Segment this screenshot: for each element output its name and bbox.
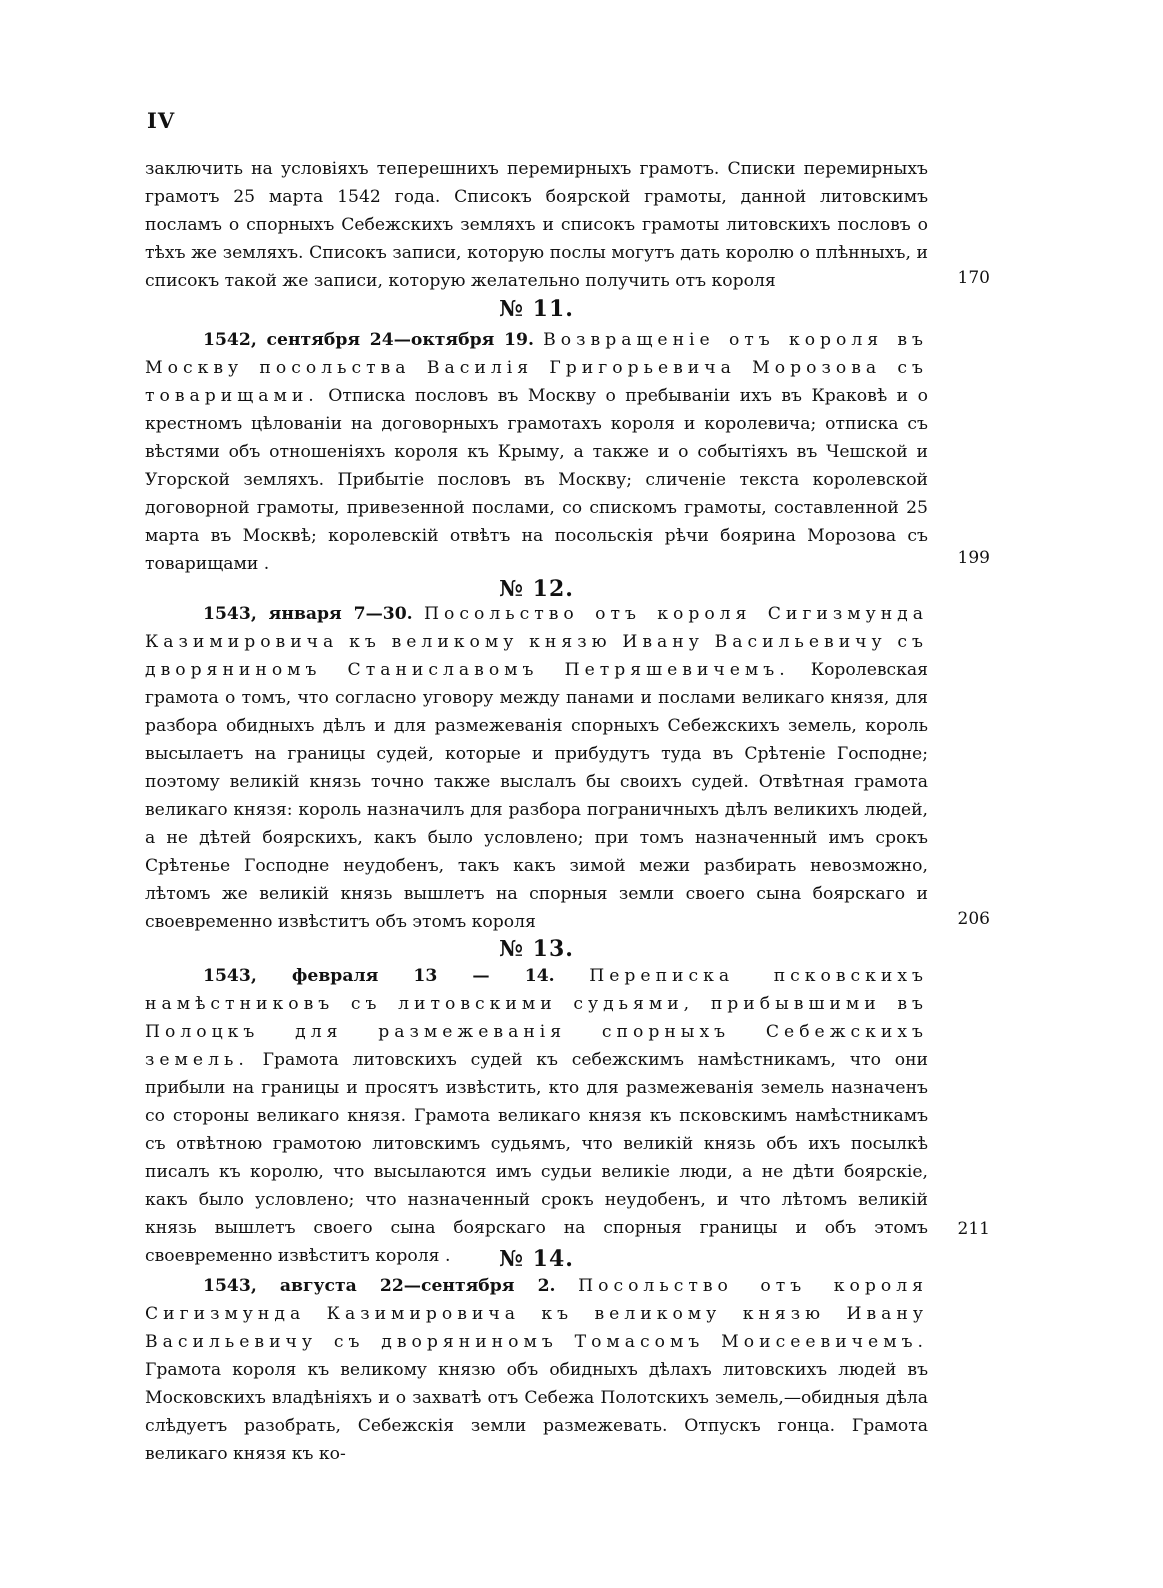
entry-number: № 14. <box>499 1246 574 1272</box>
entry-date: 1543, февраля 13 — 14. <box>203 966 555 986</box>
entry-date: 1543, января 7—30. <box>203 604 413 624</box>
entry-number: № 12. <box>499 576 574 602</box>
intro-paragraph <box>145 155 928 295</box>
entry-paragraph <box>145 1272 928 1468</box>
entry-number: № 13. <box>499 936 574 962</box>
entry-body: Грамота литовскихъ судей къ себежскимъ намѣстникамъ, что они прибыли на границы и просятъ извѣстить, кто для размежеванія земель назначенъ со стороны великаго князя. Грамота великаго князя къ псковскимъ намѣстникамъ съ отвѣтною грамотою литовскимъ судьямъ, что великій князь объ ихъ посылкѣ писалъ къ королю, что высылаются имъ судьи великіе люди, а не дѣти боярскіе, какъ было условлено; что назначенный срокъ неудобенъ, и что лѣтомъ великій князь вышлетъ своего сына боярскаго на спорныя границы и объ этомъ своевременно извѣститъ короля . <box>145 1050 928 1266</box>
intro-text: заключить на условіяхъ теперешнихъ перемирныхъ грамотъ. Списки перемирныхъ грамотъ 25 марта 1542 года. Списокъ боярской грамоты, данной литовскимъ посламъ о спорныхъ Себежскихъ земляхъ и списокъ грамоты литовскихъ пословъ о тѣхъ же земляхъ. Списокъ записи, которую послы могутъ дать королю о плѣнныхъ, и списокъ такой же записи, которую желательно получить отъ короля <box>145 159 928 291</box>
entry-paragraph <box>145 962 928 1270</box>
entry-title: Посольство отъ короля Сигизмунда Казимировича къ великому князю Ивану Васильевичу съ дворяниномъ Станиславомъ Петряшевичемъ. <box>145 604 928 680</box>
page-ref: 170 <box>957 268 990 288</box>
entry-title: Возвращеніе отъ короля въ Москву посольства Василія Григорьевича Морозова съ товарищами. <box>145 330 928 406</box>
entry-body: Королевская грамота о томъ, что согласно уговору между панами и послами великаго князя, для разбора обидныхъ дѣлъ и для размежеванія спорныхъ Себежскихъ земель, король высылаетъ на границы судей, которые и прибудутъ туда въ Срѣтеніе Господне; поэтому великій князь точно также выслалъ бы своихъ судей. Отвѣтная грамота великаго князя: король назначилъ для разбора пограничныхъ дѣлъ великихъ людей, а не дѣтей боярскихъ, какъ было условлено; при томъ назначенный имъ срокъ Срѣтенье Господне неудобенъ, такъ какъ зимой межи разбирать невозможно, лѣтомъ же великій князь вышлетъ на спорныя земли своего сына боярскаго и своевременно извѣститъ объ этомъ короля <box>145 660 929 932</box>
page-ref: 206 <box>957 909 990 929</box>
entry-body: Отписка пословъ въ Москву о пребываніи ихъ въ Краковѣ и о крестномъ цѣлованіи на договорныхъ грамотахъ короля и королевича; отписка съ вѣстями объ отношеніяхъ короля къ Крыму, а также и о событіяхъ въ Чешской и Угорской земляхъ. Прибытіе пословъ въ Москву; сличеніе текста королевской договорной грамоты, привезенной послами, со спискомъ грамоты, составленной 25 марта въ Москвѣ; королевскій отвѣтъ на посольскія рѣчи боярина Морозова съ товарищами . <box>145 386 928 574</box>
entry-paragraph <box>145 326 928 578</box>
entry-number: № 11. <box>499 296 574 322</box>
entry-date: 1543, августа 22—сентября 2. <box>203 1276 556 1296</box>
entry-title: Посольство отъ короля Сигизмунда Казимировича къ великому князю Ивану Васильевичу съ дворяниномъ Томасомъ Моисеевичемъ. <box>145 1276 928 1352</box>
page-folio: IV <box>147 108 176 133</box>
entry-body: Грамота короля къ великому князю объ обидныхъ дѣлахъ литовскихъ людей въ Московскихъ владѣніяхъ и о захватѣ отъ Себежа Полотскихъ земель,—обидныя дѣла слѣдуетъ разобрать, Себежскія земли размежевать. Отпускъ гонца. Грамота великаго князя къ ко- <box>145 1360 928 1464</box>
entry-date: 1542, сентября 24—октября 19. <box>203 330 534 350</box>
entry-title: Переписка псковскихъ намѣстниковъ съ литовскими судьями, прибывшими въ Полоцкъ для размежеванія спорныхъ Себежскихъ земель. <box>145 966 928 1070</box>
page-ref: 199 <box>957 548 990 568</box>
entry-paragraph <box>145 600 928 936</box>
page-ref: 211 <box>957 1219 990 1239</box>
